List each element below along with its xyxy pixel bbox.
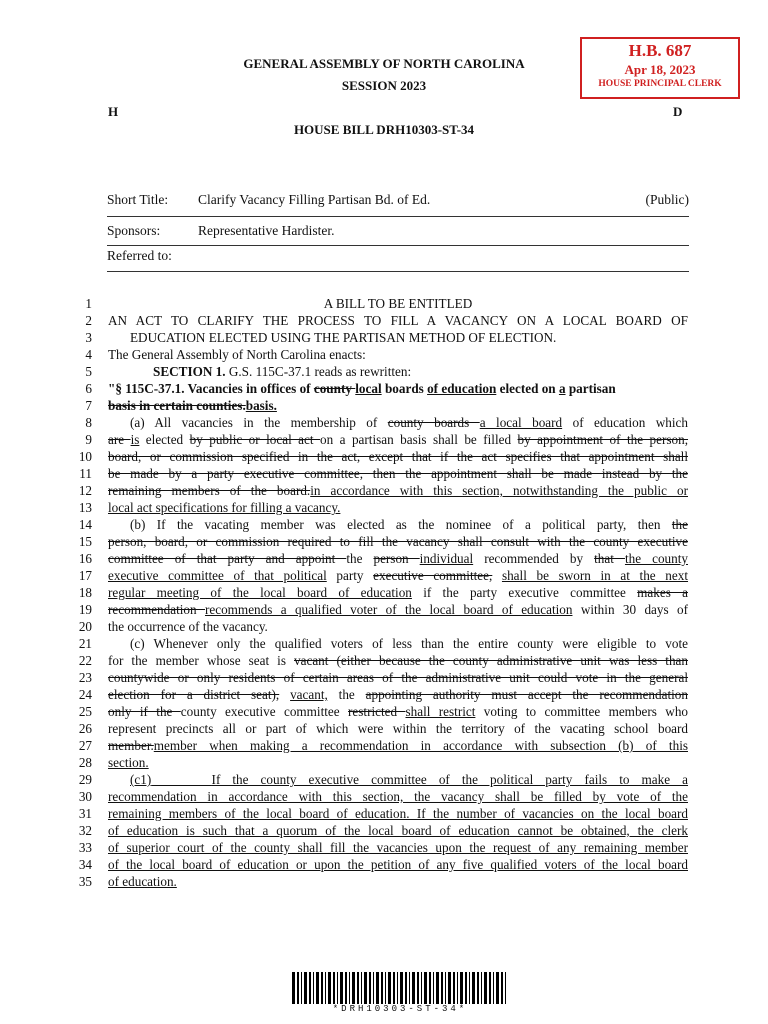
body-line: only if the county executive committee restricted shall restrict voting to committee members who [108, 704, 689, 719]
barcode-bar [441, 972, 443, 1004]
barcode-text: *DRH10303-ST-34* [332, 1004, 468, 1014]
barcode-bar [477, 972, 479, 1004]
line-number: 34 [78, 857, 92, 872]
barcode-bar [304, 972, 307, 1004]
body-line: be made by a party executive committee, then the appointment shall be made instead by the [108, 466, 688, 481]
referred-label: Referred to: [107, 248, 172, 263]
barcode-bar [469, 972, 470, 1004]
act-title-line: AN ACT TO CLARIFY THE PROCESS TO FILL A VACANCY ON A LOCAL BOARD OF [108, 313, 688, 328]
line-number: 25 [78, 704, 92, 719]
body-line: recommendation recommends a qualified voter of the local board of education within 30 days of [108, 602, 688, 617]
barcode-bar [352, 972, 355, 1004]
body-line: executive committee of that political party executive committee, shall be sworn in at the next [108, 568, 689, 583]
stamp-bill-number: H.B. 687 [628, 41, 692, 60]
line-number: 32 [78, 823, 92, 838]
line-number: 3 [85, 330, 92, 345]
line-number: 31 [78, 806, 92, 821]
barcode-bar [325, 972, 326, 1004]
body-line: of education. [108, 874, 177, 889]
body-line: regular meeting of the local board of education if the party executive committee makes a [108, 585, 688, 600]
body-line: are is elected by public or local act on a partisan basis shall be filled by appointment of the person, [108, 432, 689, 447]
line-number: 9 [85, 432, 92, 447]
barcode-bar [340, 972, 343, 1004]
divider [107, 216, 689, 217]
bill-heading: A BILL TO BE ENTITLED [323, 296, 473, 311]
divider [107, 271, 689, 272]
line-number: 4 [85, 347, 92, 362]
barcode-bar [409, 972, 410, 1004]
barcode-bar [309, 972, 311, 1004]
sponsors-label: Sponsors: [107, 223, 161, 238]
line-number: 8 [85, 415, 92, 430]
barcode-bar [376, 972, 379, 1004]
body-line: recommendation in accordance with this section, the vacancy shall be filled by vote of the [108, 789, 688, 804]
line-number: 27 [78, 738, 92, 753]
barcode-bar [328, 972, 331, 1004]
body-line: countywide or only residents of certain areas of the administrative unit could vote in the general [108, 670, 688, 685]
line-number: 5 [85, 364, 92, 379]
barcode-bar [388, 972, 391, 1004]
line-number: 6 [85, 381, 92, 396]
body-line: remaining members of the board.in accordance with this section, notwithstanding the public or [108, 483, 688, 498]
barcode-bar [453, 972, 455, 1004]
enacting-clause: The General Assembly of North Carolina enacts: [108, 347, 366, 362]
line-number: 29 [78, 772, 92, 787]
line-number: 20 [78, 619, 92, 634]
barcode-bar [369, 972, 371, 1004]
barcode-bar [321, 972, 323, 1004]
body-line: person, board, or commission required to fill the vacancy shall consult with the county executive [108, 534, 688, 549]
barcode-bar [297, 972, 299, 1004]
barcode-bar [501, 972, 503, 1004]
barcode-bar [397, 972, 398, 1004]
body-line: local act specifications for filling a vacancy. [108, 500, 341, 515]
barcode-bar [316, 972, 319, 1004]
line-number: 33 [78, 840, 92, 855]
line-number: 13 [78, 500, 92, 515]
body-line: section. [108, 755, 149, 770]
public-label: (Public) [645, 192, 689, 207]
barcode-bar [313, 972, 314, 1004]
act-title-line: EDUCATION ELECTED USING THE PARTISAN METHOD OF ELECTION. [130, 330, 557, 345]
line-number: 11 [79, 466, 92, 481]
session-title: SESSION 2023 [341, 78, 427, 93]
line-number: 7 [85, 398, 92, 413]
barcode-bar [433, 972, 434, 1004]
barcode-bar [484, 972, 487, 1004]
line-number: 35 [78, 874, 92, 889]
body-line: for the member whose seat is vacant (either because the county administrative unit was less than [108, 653, 688, 668]
barcode-bar [496, 972, 499, 1004]
line-number: 1 [85, 296, 92, 311]
sponsors-row [107, 219, 689, 243]
stamp-date: Apr 18, 2023 [624, 62, 696, 77]
barcode-bar [445, 972, 446, 1004]
barcode-bar [393, 972, 395, 1004]
chamber-letter: H [108, 104, 119, 119]
assembly-title: GENERAL ASSEMBLY OF NORTH CAROLINA [243, 56, 525, 71]
barcode-bar [436, 972, 439, 1004]
barcode-bar [457, 972, 458, 1004]
barcode-bar [385, 972, 386, 1004]
barcode-bar [460, 972, 463, 1004]
short-title-value: Clarify Vacancy Filling Partisan Bd. of Ed. [198, 192, 431, 207]
barcode-bar [421, 972, 422, 1004]
line-number: 17 [78, 568, 92, 583]
line-number: 10 [78, 449, 92, 464]
line-number: 21 [78, 636, 92, 651]
body-line: of education is such that a quorum of the local board of education cannot be obtained, the clerk [108, 823, 688, 838]
barcode-bar [301, 972, 302, 1004]
barcode-bar [349, 972, 350, 1004]
statute-heading: basis in certain counties.basis. [108, 398, 277, 413]
body-line: of the local board of education or upon the petition of any five qualified voters of the local board [108, 857, 688, 872]
barcode-bar [505, 972, 506, 1004]
line-number: 22 [78, 653, 92, 668]
line-number: 23 [78, 670, 92, 685]
line-number: 19 [78, 602, 92, 617]
body-line: the occurrence of the vacancy. [108, 619, 268, 634]
stamp-clerk: HOUSE PRINCIPAL CLERK [598, 79, 722, 89]
line-number: 12 [78, 483, 92, 498]
line-number: 2 [85, 313, 92, 328]
barcode-bar [400, 972, 403, 1004]
body-line: committee of that party and appoint the person individual recommended by that the county [108, 551, 688, 566]
barcode-bar [333, 972, 335, 1004]
draft-letter: D [673, 104, 683, 119]
body-line: of superior court of the county shall fill the vacancies upon the request of any remaining member [108, 840, 688, 855]
barcode-bar [481, 972, 482, 1004]
line-number: 30 [78, 789, 92, 804]
barcode-bar [489, 972, 491, 1004]
barcode-bar [292, 972, 295, 1004]
body-line: (a) All vacancies in the membership of county boards a local board of education which [130, 415, 688, 430]
line-number: 15 [78, 534, 92, 549]
barcode-bar [417, 972, 419, 1004]
body-line: (c) Whenever only the qualified voters of less than the entire county were eligible to vote [130, 636, 688, 651]
body-line: represent precincts all or part of which were within the territory of the vacating school board [108, 721, 688, 736]
barcode-bar [472, 972, 475, 1004]
body-line: remaining members of the local board of education. If the number of vacancies on the local board [108, 806, 688, 821]
barcode-bar [412, 972, 415, 1004]
body-line: election for a district seat), vacant, the appointing authority must accept the recommendation [108, 687, 688, 702]
barcode-bar [364, 972, 367, 1004]
line-number: 14 [78, 517, 92, 532]
bill-title: HOUSE BILL DRH10303-ST-34 [293, 122, 475, 137]
body-line: (b) If the vacating member was elected as the nominee of a political party, then the [130, 517, 688, 532]
barcode-bar [429, 972, 431, 1004]
line-number: 28 [78, 755, 92, 770]
statute-heading: "§ 115C-37.1. Vacancies in offices of county local boards of education elected on a partisan [108, 381, 616, 396]
barcode-bar [337, 972, 338, 1004]
line-number: 26 [78, 721, 92, 736]
line-number: 16 [78, 551, 92, 566]
section-heading: SECTION 1. G.S. 115C-37.1 reads as rewritten: [153, 364, 412, 379]
body-line: (c1) If the county executive committee of the political party fails to make a [130, 772, 689, 787]
barcode-bar [345, 972, 347, 1004]
barcode-bar [405, 972, 407, 1004]
barcode-bar [357, 972, 359, 1004]
line-number: 24 [78, 687, 92, 702]
sponsors-value: Representative Hardister. [198, 223, 335, 238]
barcode-bar [361, 972, 362, 1004]
body-line: member.member when making a recommendation in accordance with subsection (b) of this [108, 738, 688, 753]
barcode [292, 972, 508, 1004]
barcode-bar [381, 972, 383, 1004]
short-title-label: Short Title: [107, 192, 169, 207]
body-line: board, or commission specified in the act, except that if the act specifies that appointment shall [108, 449, 688, 464]
barcode-bar [465, 972, 467, 1004]
barcode-bar [373, 972, 374, 1004]
line-number: 18 [78, 585, 92, 600]
barcode-bar [493, 972, 494, 1004]
short-title-row [107, 188, 689, 212]
referred-row [107, 244, 689, 268]
barcode-bar [424, 972, 427, 1004]
barcode-bar [448, 972, 451, 1004]
